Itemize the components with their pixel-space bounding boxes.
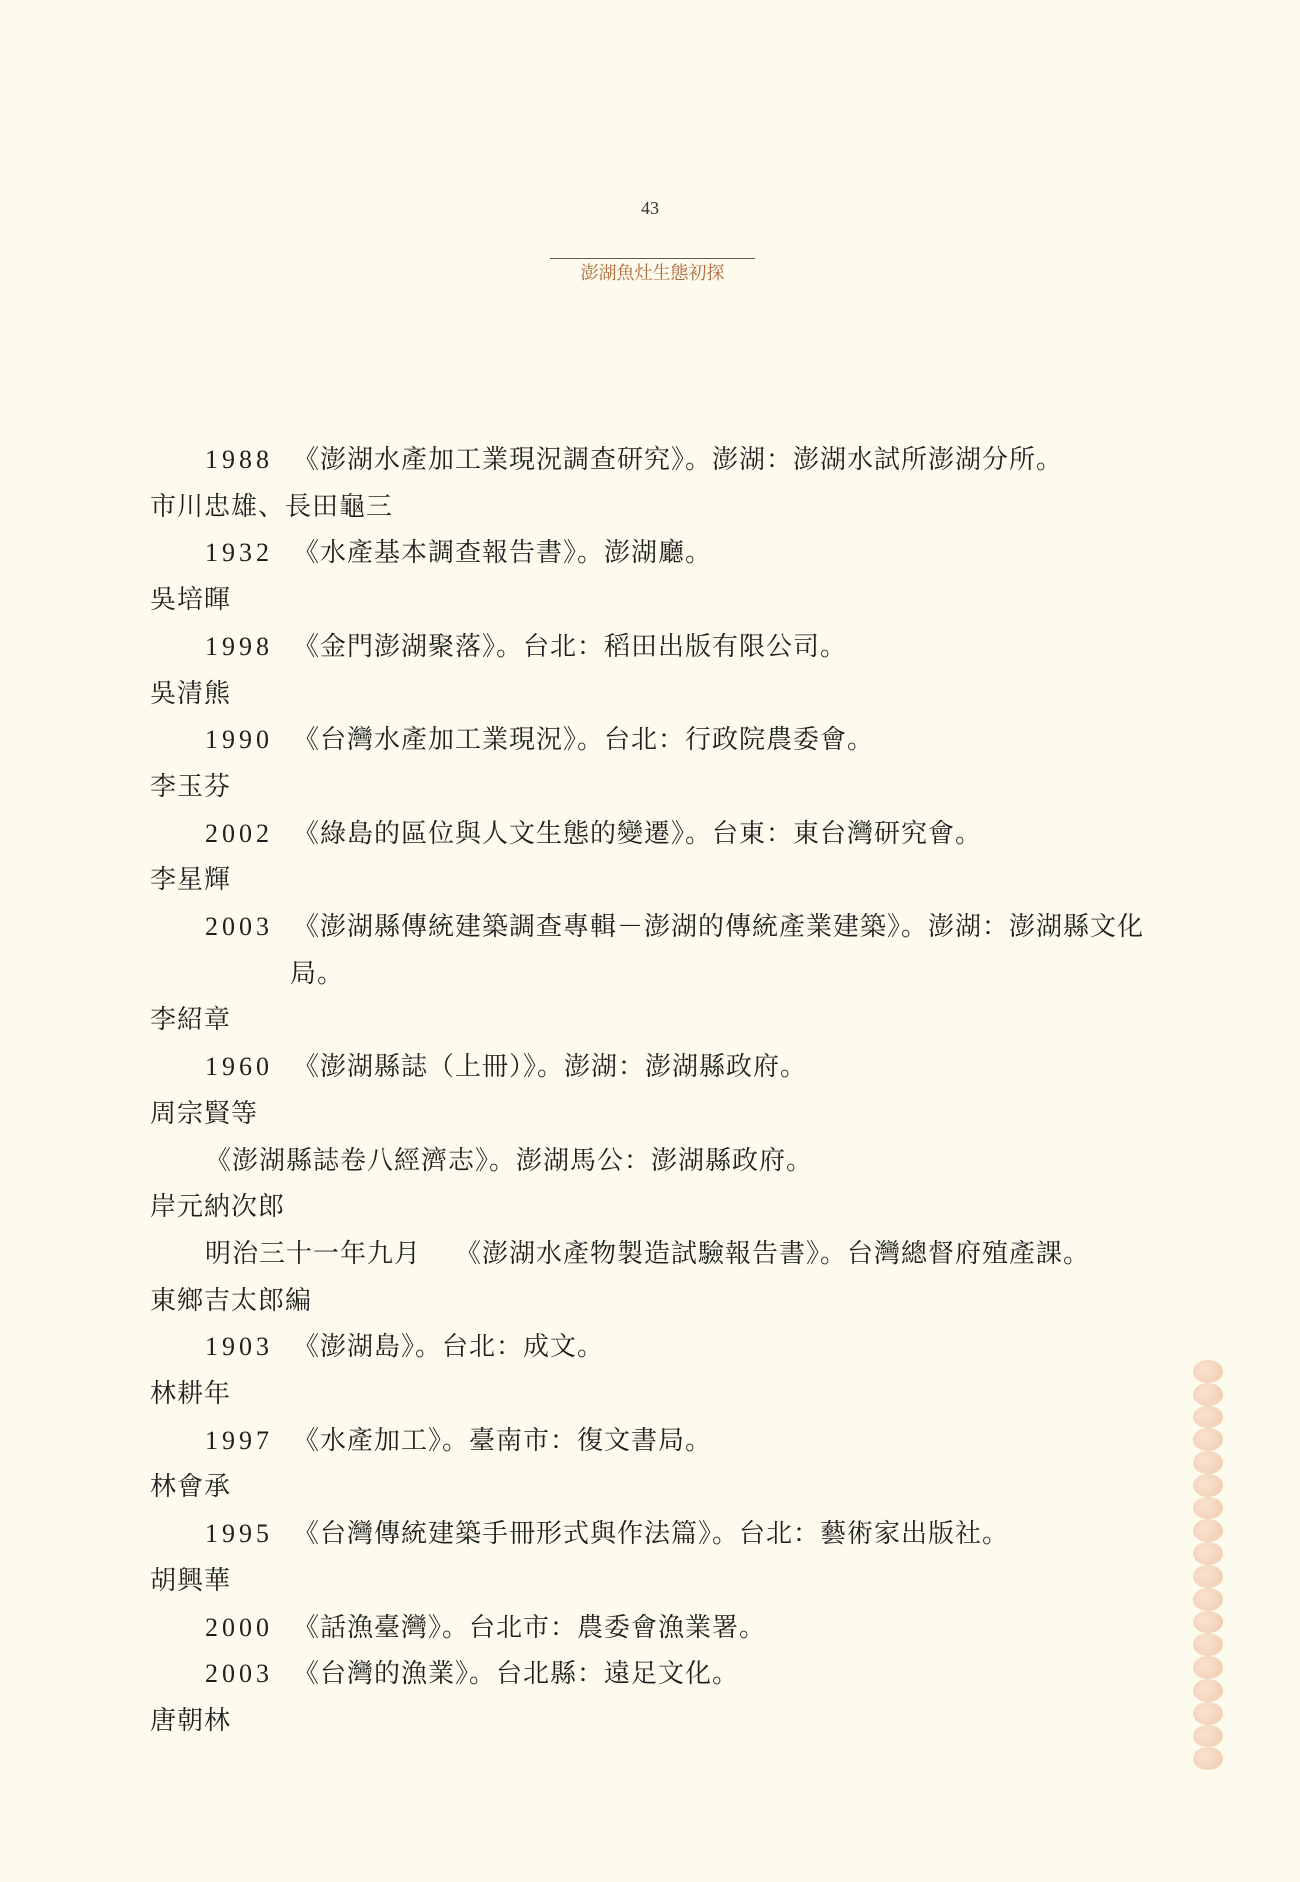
reference-year: 1998 — [205, 631, 273, 661]
reference-continuation: 局。 — [290, 958, 345, 989]
reference-author: 吳清熊 — [150, 678, 232, 709]
reference-year: 1932 — [205, 538, 273, 568]
reference-year: 1988 — [205, 445, 273, 474]
reference-year: 1997 — [205, 1425, 273, 1455]
reference-author: 胡興華 — [150, 1565, 232, 1596]
reference-text: 《澎湖縣誌卷八經濟志》。澎湖馬公：澎湖縣政府。 — [205, 1145, 814, 1176]
reference-entry — [205, 1237, 1090, 1271]
reference-entry — [205, 630, 847, 664]
reference-year: 明治三十一年九月 — [205, 1238, 422, 1269]
reference-entry — [205, 1330, 604, 1364]
reference-entry — [205, 1424, 712, 1458]
reference-text: 《澎湖島》。台北：成文。 — [293, 1332, 605, 1363]
reference-entry — [205, 723, 874, 757]
reference-author: 唐朝林 — [150, 1705, 232, 1736]
reference-text: 《台灣水產加工業現況》。台北：行政院農委會。 — [293, 725, 875, 756]
reference-text: 《澎湖縣傳統建築調查專輯－澎湖的傳統產業建築》。澎湖：澎湖縣文化 — [293, 912, 1145, 942]
reference-text: 《話漁臺灣》。台北市：農委會漁業署。 — [293, 1612, 767, 1643]
reference-text: 《澎湖水產加工業現況調查研究》。澎湖：澎湖水試所澎湖分所。 — [293, 445, 1064, 475]
reference-year: 2003 — [205, 1659, 273, 1689]
reference-author: 岸元納次郎 — [150, 1192, 286, 1223]
reference-author: 李玉芬 — [150, 771, 232, 802]
reference-year: 2002 — [205, 818, 273, 848]
reference-text: 《澎湖縣誌（上冊）》。澎湖：澎湖縣政府。 — [293, 1052, 808, 1083]
reference-entry — [205, 1517, 1009, 1551]
reference-year: 1990 — [205, 725, 273, 755]
reference-entry — [205, 536, 712, 570]
reference-text: 《澎湖水產物製造試驗報告書》。台灣總督府殖產課。 — [455, 1238, 1091, 1269]
reference-entry — [205, 910, 1144, 944]
reference-author: 東鄉吉太郎編 — [150, 1285, 313, 1316]
reference-year: 1903 — [205, 1332, 273, 1362]
reference-entry — [205, 1050, 807, 1084]
reference-author: 市川忠雄、長田龜三 — [150, 491, 394, 522]
running-title: 澎湖魚灶生態初探 — [580, 263, 725, 284]
reference-entry — [205, 1657, 739, 1691]
reference-author: 周宗賢等 — [150, 1098, 259, 1129]
reference-year: 1960 — [205, 1052, 273, 1082]
reference-year: 2003 — [205, 912, 273, 941]
reference-entry — [205, 1611, 766, 1645]
reference-text: 《台灣的漁業》。台北縣：遠足文化。 — [293, 1659, 740, 1690]
reference-text: 《水產加工》。臺南市：復文書局。 — [293, 1425, 713, 1456]
reference-text: 《金門澎湖聚落》。台北：稻田出版有限公司。 — [293, 631, 848, 662]
reference-year: 1995 — [205, 1519, 273, 1549]
reference-text: 《水產基本調查報告書》。澎湖廳。 — [293, 538, 713, 569]
reference-entry — [205, 817, 982, 851]
reference-author: 李紹章 — [150, 1005, 232, 1036]
reference-year: 2000 — [205, 1612, 273, 1642]
reference-text: 《綠島的區位與人文生態的變遷》。台東：東台灣研究會。 — [293, 818, 983, 849]
reference-text: 《台灣傳統建築手冊形式與作法篇》。台北：藝術家出版社。 — [293, 1519, 1010, 1550]
decorative-circle-border — [1190, 1360, 1226, 1770]
reference-entry — [205, 1144, 813, 1178]
reference-author: 李星輝 — [150, 865, 232, 896]
reference-entry — [205, 443, 1063, 477]
reference-author: 林會承 — [150, 1472, 232, 1503]
page-number: 43 — [641, 198, 659, 218]
reference-author: 吳培暉 — [150, 585, 232, 616]
reference-author: 林耕年 — [150, 1379, 232, 1409]
